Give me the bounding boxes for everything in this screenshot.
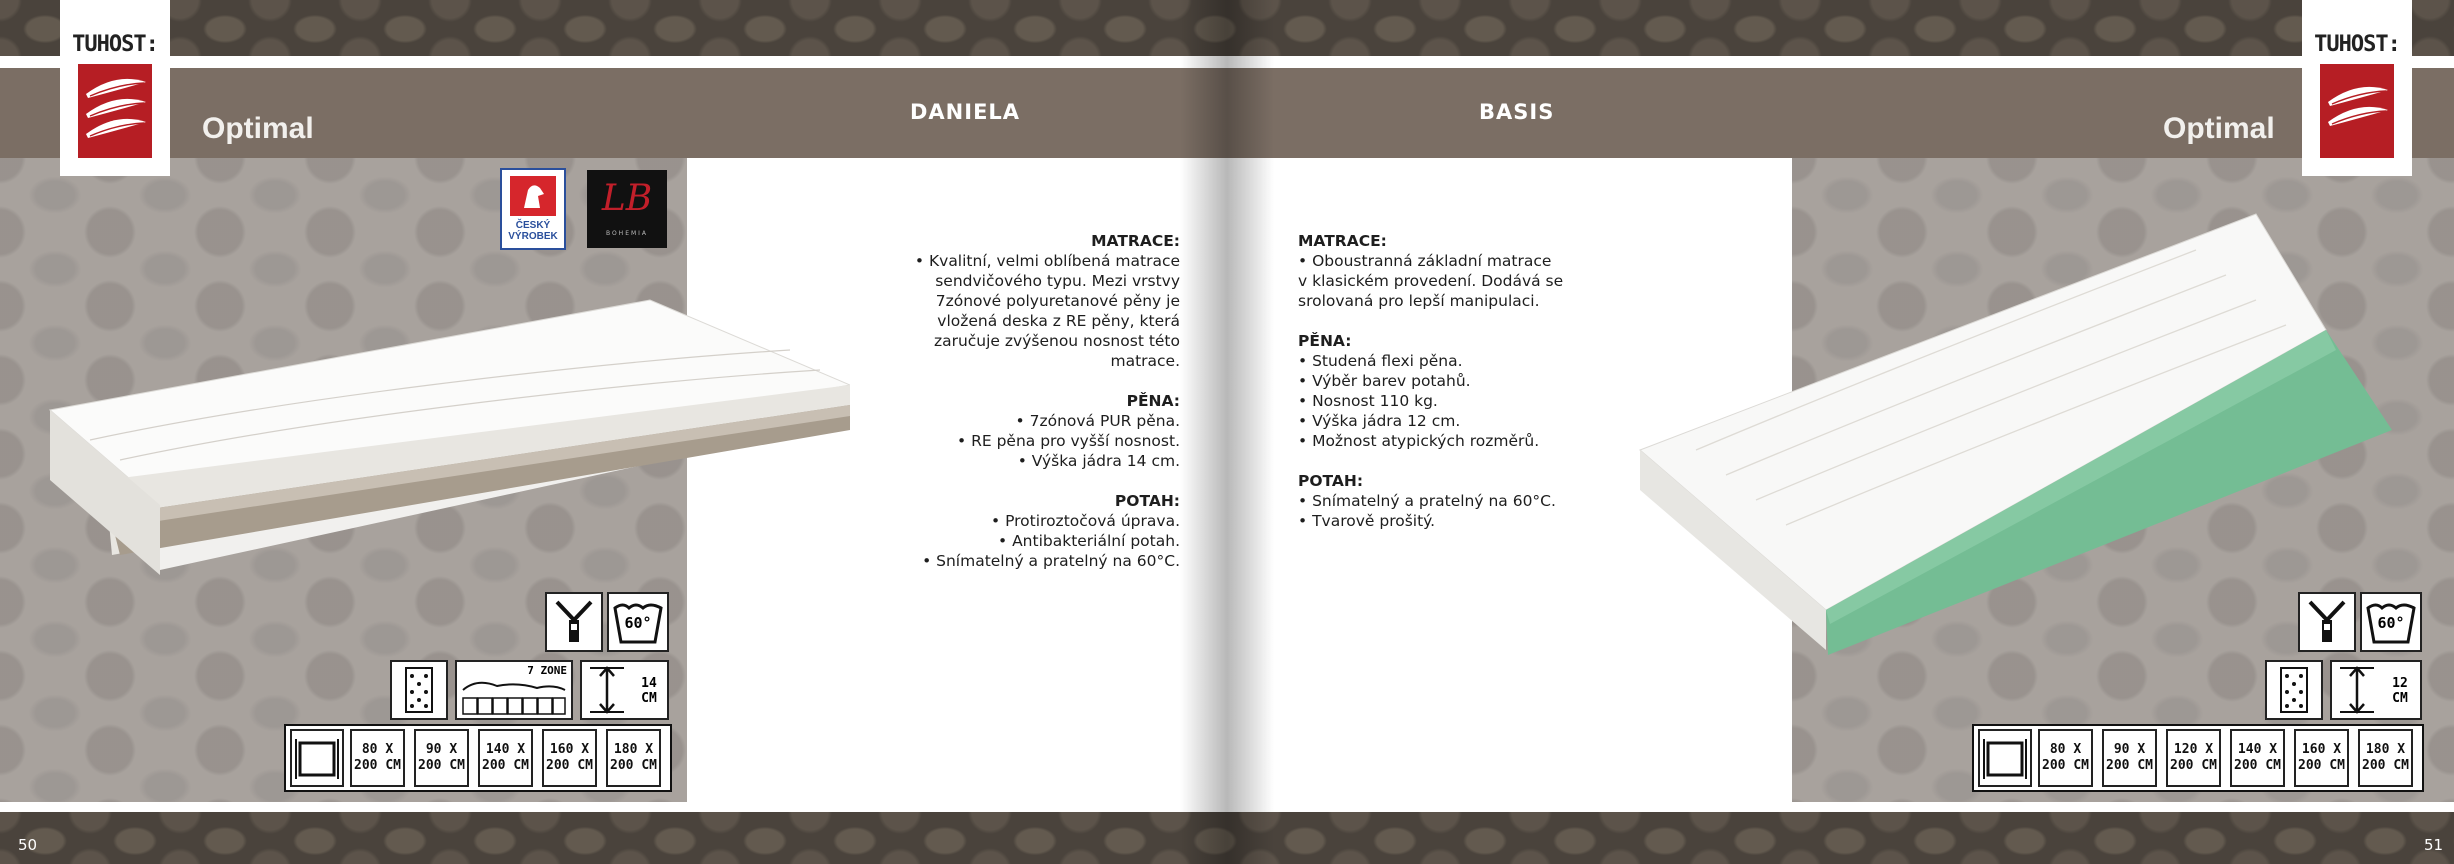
text-line: • Oboustranná základní matrace: [1298, 252, 1552, 270]
product-title-daniela: DANIELA: [910, 100, 1021, 124]
lb-monogram: LB: [601, 178, 653, 219]
core-height-unit: CM: [641, 691, 657, 706]
text-line: • Antibakteriální potah.: [998, 532, 1180, 550]
feather-icon: [2320, 64, 2394, 158]
text-line: • RE pěna pro vyšší nosnost.: [957, 432, 1180, 450]
zipper-icon: [2298, 592, 2356, 652]
text-line: • Studená flexi pěna.: [1298, 352, 1463, 370]
firmness-tag-left: [60, 0, 170, 176]
daniela-description: [880, 231, 1180, 571]
bohemia-text: BOHEMIA: [605, 230, 649, 237]
top-white-line: [0, 56, 2454, 68]
bottom-damask-band: [0, 812, 2454, 864]
series-name-right: Optimal: [2163, 112, 2275, 145]
cesky-text: ČESKÝ: [515, 220, 551, 231]
text-line: zaručuje zvýšenou nosnost této: [933, 332, 1180, 350]
vyrobek-text: VÝROBEK: [508, 231, 558, 242]
top-damask-band: [0, 0, 2454, 56]
size-90x200: 90 X 200 CM: [414, 729, 469, 787]
text-line: 7zónové polyuretanové pěny je: [935, 292, 1180, 310]
text-line: • Snímatelný a pratelný na 60°C.: [1298, 492, 1556, 510]
size-180x200: 180 X 200 CM: [606, 729, 661, 787]
potah-heading: POTAH:: [1114, 492, 1180, 510]
text-line: • 7zónová PUR pěna.: [1015, 412, 1180, 430]
core-height-unit: CM: [2392, 691, 2408, 706]
bed-frame-icon: [290, 729, 344, 787]
core-height-icon: [2330, 660, 2422, 720]
feather-icon: [78, 64, 152, 158]
text-line: • Výška jádra 14 cm.: [1017, 452, 1180, 470]
potah-heading: POTAH:: [1298, 472, 1364, 490]
pena-heading: PĚNA:: [1126, 392, 1180, 410]
size-160x200: 160 X 200 CM: [2294, 729, 2349, 787]
text-line: • Protiroztočová úprava.: [991, 512, 1180, 530]
text-line: srolovaná pro lepší manipulaci.: [1298, 292, 1540, 310]
foam-core-icon: [2265, 660, 2323, 720]
text-line: • Výběr barev potahů.: [1298, 372, 1471, 390]
zone-label: 7 ZONE: [527, 664, 567, 677]
product-title-basis: BASIS: [1479, 100, 1555, 124]
bed-frame-icon: [1978, 729, 2032, 787]
basis-description: [1298, 231, 1618, 531]
size-80x200: 80 X 200 CM: [2038, 729, 2093, 787]
text-line: • Snímatelný a pratelný na 60°C.: [922, 552, 1180, 570]
core-height-value: 12: [2392, 676, 2408, 691]
zipper-icon: [545, 592, 603, 652]
series-name-left: Optimal: [202, 112, 314, 145]
wash-60-icon: [607, 592, 669, 652]
pena-heading: PĚNA:: [1298, 332, 1352, 350]
wash-60-icon: [2360, 592, 2422, 652]
bottom-white-line: [0, 802, 2454, 812]
header-bar: [0, 68, 2454, 158]
text-line: matrace.: [1110, 352, 1180, 370]
firmness-tag-right: [2302, 0, 2412, 176]
wash-temp: 60°: [624, 614, 652, 632]
bohemia-logo-badge: [587, 170, 667, 248]
page-number-right: 51: [2424, 836, 2444, 854]
lion-icon: [510, 176, 556, 216]
text-line: • Možnost atypických rozměrů.: [1298, 432, 1540, 450]
text-line: • Kvalitní, velmi oblíbená matrace: [914, 252, 1180, 270]
text-line: v klasickém provedení. Dodává se: [1298, 272, 1564, 290]
size-140x200: 140 X 200 CM: [478, 729, 533, 787]
matrace-heading: MATRACE:: [1298, 232, 1387, 250]
seven-zone-icon: [455, 660, 573, 720]
matrace-heading: MATRACE:: [1091, 232, 1180, 250]
page-number-left: 50: [18, 836, 38, 854]
tuhost-label: TUHOST:: [72, 32, 158, 57]
core-height-icon: [580, 660, 669, 720]
foam-core-icon: [390, 660, 448, 720]
size-160x200: 160 X 200 CM: [542, 729, 597, 787]
size-180x200: 180 X 200 CM: [2358, 729, 2413, 787]
wash-temp: 60°: [2377, 614, 2405, 632]
text-line: vložená deska z RE pěny, která: [937, 312, 1180, 330]
text-line: sendvičového typu. Mezi vrstvy: [935, 272, 1180, 290]
basis-mattress-image: [1636, 210, 2396, 670]
text-line: • Výška jádra 12 cm.: [1298, 412, 1461, 430]
size-120x200: 120 X 200 CM: [2166, 729, 2221, 787]
daniela-mattress-image: [30, 290, 850, 590]
core-height-value: 14: [641, 676, 657, 691]
size-140x200: 140 X 200 CM: [2230, 729, 2285, 787]
text-line: • Nosnost 110 kg.: [1298, 392, 1438, 410]
size-90x200: 90 X 200 CM: [2102, 729, 2157, 787]
cesky-vyrobek-badge: [500, 168, 566, 250]
center-text-panel: [687, 158, 1792, 802]
text-line: • Tvarově prošitý.: [1298, 512, 1436, 530]
size-80x200: 80 X 200 CM: [350, 729, 405, 787]
tuhost-label: TUHOST:: [2314, 32, 2400, 57]
